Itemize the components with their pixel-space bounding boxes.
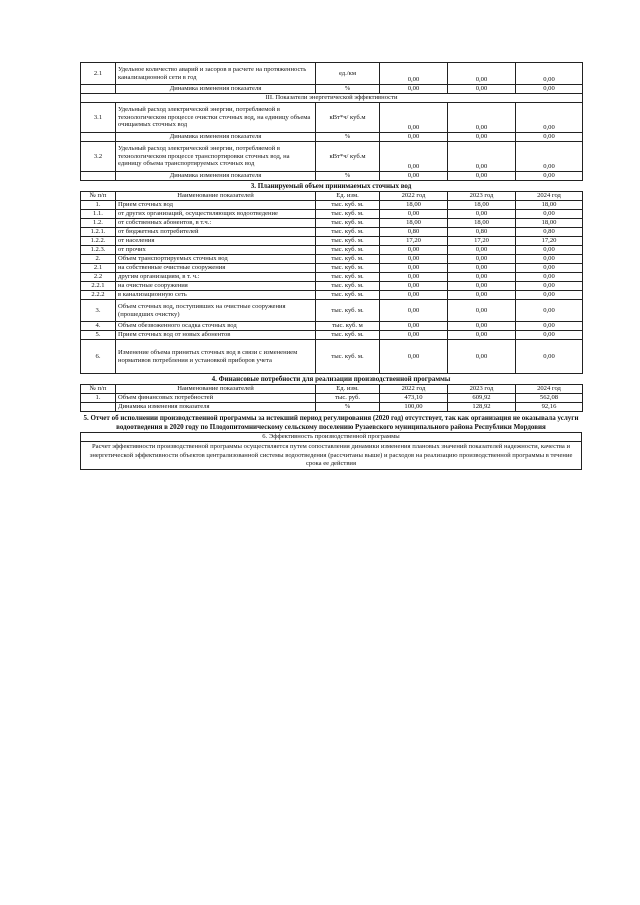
indicator-name: Удельный расход электрической энергии, потребляемой в технологическом процессе транспортировки сточных вод, на единицу объема транспортируемых сточных вод — [116, 142, 316, 172]
indicator-name: Динамика изменения показателя — [116, 172, 316, 181]
value-2024: 0,00 — [516, 210, 583, 219]
table-row — [81, 322, 583, 331]
unit-cell: тыс. куб. м. — [316, 237, 380, 246]
value-2024: 17,20 — [516, 237, 583, 246]
unit-cell: тыс. куб. м. — [316, 282, 380, 291]
value-2022: 0,00 — [380, 63, 448, 85]
indicator-name: Удельное количество аварий и засоров в расчете на протяженность канализационной сети в год — [116, 63, 316, 85]
table-row — [81, 442, 582, 470]
value-2023: 0,00 — [448, 291, 516, 300]
value-2024: 0,00 — [516, 340, 583, 374]
row-number: 2.2.1 — [81, 282, 116, 291]
value-2022: 0,00 — [380, 246, 448, 255]
value-2024: 0,00 — [516, 246, 583, 255]
indicator-name: Динамика изменения показателя — [116, 403, 316, 412]
header-2022: 2022 год — [380, 385, 448, 394]
unit-cell: тыс. куб. м. — [316, 340, 380, 374]
header-name: Наименование показателей — [116, 385, 316, 394]
value-2022: 0,00 — [380, 291, 448, 300]
value-2022: 0,00 — [380, 322, 448, 331]
unit-cell: тыс. куб. м. — [316, 264, 380, 273]
unit-cell: тыс. куб. м. — [316, 300, 380, 322]
table-row — [81, 210, 583, 219]
indicator-name: Прием сточных вод — [116, 201, 316, 210]
value-2023: 0,00 — [448, 331, 516, 340]
header-2024: 2024 год — [516, 385, 583, 394]
value-2022: 0,00 — [380, 172, 448, 181]
value-2023: 0,00 — [448, 172, 516, 181]
value-2022: 0,00 — [380, 331, 448, 340]
value-2023: 0,00 — [448, 300, 516, 322]
table-row — [81, 394, 583, 403]
unit-cell: % — [316, 172, 380, 181]
table-row — [81, 331, 583, 340]
value-2023: 0,00 — [448, 282, 516, 291]
value-2023: 0,00 — [448, 210, 516, 219]
value-2022: 0,00 — [380, 103, 448, 133]
unit-cell: тыс. куб. м. — [316, 201, 380, 210]
unit-cell: тыс. куб. м. — [316, 210, 380, 219]
indicator-name: от населения — [116, 237, 316, 246]
section-heading-row — [81, 94, 583, 103]
value-2022: 0,00 — [380, 273, 448, 282]
unit-cell: тыс. руб. — [316, 394, 380, 403]
table-row — [81, 246, 583, 255]
indicator-name: от других организаций, осуществляющих водоотведение — [116, 210, 316, 219]
header-2023: 2023 год — [448, 385, 516, 394]
value-2024: 0,00 — [516, 133, 583, 142]
value-2023: 0,00 — [448, 322, 516, 331]
table-row — [81, 237, 583, 246]
value-2024: 0,00 — [516, 85, 583, 94]
value-2022: 0,00 — [380, 142, 448, 172]
value-2024: 0,00 — [516, 331, 583, 340]
unit-cell: кВт*ч/ куб.м — [316, 142, 380, 172]
unit-cell: % — [316, 133, 380, 142]
indicator-name: Объем обезвоженного осадка сточных вод — [116, 322, 316, 331]
efficiency-title: 6. Эффективность производственной программы — [81, 433, 582, 442]
value-2024: 92,16 — [516, 403, 583, 412]
row-number: 1.2.3. — [81, 246, 116, 255]
value-2022: 0,00 — [380, 340, 448, 374]
indicators-table — [80, 62, 583, 181]
value-2023: 0,00 — [448, 246, 516, 255]
table-row — [81, 340, 583, 374]
row-number — [81, 85, 116, 94]
value-2023: 0,00 — [448, 103, 516, 133]
indicator-name: Объем транспортируемых сточных вод — [116, 255, 316, 264]
efficiency-table — [80, 432, 582, 470]
header-unit: Ед. изм. — [316, 385, 380, 394]
header-num: № п/п — [81, 192, 116, 201]
row-number: 1. — [81, 201, 116, 210]
value-2022: 18,00 — [380, 201, 448, 210]
value-2023: 0,00 — [448, 133, 516, 142]
finance-table — [80, 384, 583, 412]
table-row — [81, 85, 583, 94]
value-2023: 0,80 — [448, 228, 516, 237]
unit-cell: ед./км — [316, 63, 380, 85]
indicator-name: от собственных абонентов, в т.ч.: — [116, 219, 316, 228]
value-2023: 128,92 — [448, 403, 516, 412]
row-number: 6. — [81, 340, 116, 374]
table-row — [81, 300, 583, 322]
row-number: 2.1 — [81, 63, 116, 85]
value-2022: 0,00 — [380, 255, 448, 264]
section-title-volume: 3. Планируемый объем принимаемых сточных вод — [250, 182, 412, 190]
table-row — [81, 291, 583, 300]
value-2022: 0,80 — [380, 228, 448, 237]
unit-cell: тыс. куб. м — [316, 322, 380, 331]
header-2024: 2024 год — [516, 192, 583, 201]
row-number: 2. — [81, 255, 116, 264]
indicator-name: Динамика изменения показателя — [116, 133, 316, 142]
table-row — [81, 255, 583, 264]
value-2022: 0,00 — [380, 282, 448, 291]
indicator-name: на очистные сооружения — [116, 282, 316, 291]
section-title-finance: 4. Финансовые потребности для реализации производственной программы — [211, 375, 451, 383]
value-2024: 18,00 — [516, 219, 583, 228]
value-2024: 0,00 — [516, 273, 583, 282]
table-row — [81, 103, 583, 133]
value-2023: 18,00 — [448, 219, 516, 228]
value-2024: 0,00 — [516, 282, 583, 291]
indicator-name: Объем сточных вод, поступивших на очистные сооружения (прошедших очистку) — [116, 300, 316, 322]
unit-cell: кВт*ч/ куб.м — [316, 103, 380, 133]
table-header-row — [81, 385, 583, 394]
table-row — [81, 133, 583, 142]
row-number: 3. — [81, 300, 116, 322]
indicator-name: Прием сточных вод от новых абонентов — [116, 331, 316, 340]
value-2022: 473,10 — [380, 394, 448, 403]
header-num: № п/п — [81, 385, 116, 394]
document-page — [80, 62, 582, 470]
value-2023: 18,00 — [448, 201, 516, 210]
value-2024: 0,00 — [516, 255, 583, 264]
unit-cell: тыс. куб. м. — [316, 246, 380, 255]
table-row — [81, 264, 583, 273]
row-number: 3.1 — [81, 103, 116, 133]
value-2024: 0,00 — [516, 172, 583, 181]
value-2022: 18,00 — [380, 219, 448, 228]
table-row — [81, 201, 583, 210]
value-2024: 0,00 — [516, 291, 583, 300]
unit-cell: тыс. куб. м. — [316, 291, 380, 300]
value-2024: 0,00 — [516, 300, 583, 322]
unit-cell: % — [316, 85, 380, 94]
table-row — [81, 273, 583, 282]
value-2023: 0,00 — [448, 63, 516, 85]
table-row — [81, 228, 583, 237]
table-row — [81, 219, 583, 228]
indicator-name: Изменение объема принятых сточных вод в связи с изменением нормативов потребления и установкой приборов учета — [116, 340, 316, 374]
unit-cell: тыс. куб. м. — [316, 228, 380, 237]
row-number: 1. — [81, 394, 116, 403]
row-number: 1.1. — [81, 210, 116, 219]
value-2023: 0,00 — [448, 264, 516, 273]
value-2024: 0,00 — [516, 103, 583, 133]
header-2022: 2022 год — [380, 192, 448, 201]
section-heading-row — [81, 433, 582, 442]
row-number: 2.1 — [81, 264, 116, 273]
row-number: 2.2 — [81, 273, 116, 282]
unit-cell: тыс. куб. м. — [316, 219, 380, 228]
report-statement: 5. Отчет об исполнении производственной программы за истекший период регулирования (2020 год) отсутствует, так как организация не оказывала услуги водоотведения в 2020 году по Плодопитомническому сельскому поселению Рузаевского муниципального района Республики Мордовия — [83, 414, 579, 431]
row-number: 1.2.2. — [81, 237, 116, 246]
unit-cell: тыс. куб. м. — [316, 273, 380, 282]
header-2023: 2023 год — [448, 192, 516, 201]
value-2022: 17,20 — [380, 237, 448, 246]
header-unit: Ед. изм. — [316, 192, 380, 201]
value-2022: 0,00 — [380, 264, 448, 273]
header-name: Наименование показателей — [116, 192, 316, 201]
row-number — [81, 172, 116, 181]
table-header-row — [81, 192, 583, 201]
value-2022: 0,00 — [380, 300, 448, 322]
indicator-name: на собственные очистные сооружения — [116, 264, 316, 273]
efficiency-text: Расчет эффективности производственной программы осуществляется путем сопоставления динамики изменения плановых значений показателей надежности, качества и энергетической эффективности объектов централизованной системы водоотведения (рассчитаны выше) и расходов на реализацию производственной программы в течение срока ее действия — [81, 442, 582, 470]
value-2024: 0,80 — [516, 228, 583, 237]
value-2024: 0,00 — [516, 63, 583, 85]
row-number — [81, 403, 116, 412]
value-2024: 0,00 — [516, 142, 583, 172]
unit-cell: тыс. куб. м. — [316, 331, 380, 340]
value-2022: 0,00 — [380, 133, 448, 142]
value-2023: 0,00 — [448, 340, 516, 374]
table-row — [81, 63, 583, 85]
value-2024: 18,00 — [516, 201, 583, 210]
indicator-name: в канализационную сеть — [116, 291, 316, 300]
volume-table — [80, 191, 583, 374]
row-number: 2.2.2 — [81, 291, 116, 300]
indicator-name: Удельный расход электрической энергии, потребляемой в технологическом процессе очистки сточных вод, на единицу объема очищаемых сточных вод — [116, 103, 316, 133]
section-heading: III. Показатели энергетической эффективности — [81, 94, 583, 103]
indicator-name: другим организациям, в т. ч.: — [116, 273, 316, 282]
value-2022: 0,00 — [380, 210, 448, 219]
value-2022: 100,00 — [380, 403, 448, 412]
table-row — [81, 403, 583, 412]
indicator-name: от прочих — [116, 246, 316, 255]
value-2023: 0,00 — [448, 255, 516, 264]
value-2022: 0,00 — [380, 85, 448, 94]
unit-cell: тыс. куб. м. — [316, 255, 380, 264]
table-row — [81, 142, 583, 172]
value-2023: 0,00 — [448, 273, 516, 282]
value-2023: 17,20 — [448, 237, 516, 246]
row-number: 1.2.1. — [81, 228, 116, 237]
indicator-name: Объем финансовых потребностей — [116, 394, 316, 403]
row-number: 3.2 — [81, 142, 116, 172]
value-2024: 562,08 — [516, 394, 583, 403]
value-2024: 0,00 — [516, 322, 583, 331]
row-number: 5. — [81, 331, 116, 340]
row-number: 1.2. — [81, 219, 116, 228]
row-number — [81, 133, 116, 142]
table-row — [81, 282, 583, 291]
row-number: 4. — [81, 322, 116, 331]
indicator-name: Динамика изменения показателя — [116, 85, 316, 94]
value-2023: 0,00 — [448, 142, 516, 172]
value-2023: 609,92 — [448, 394, 516, 403]
indicator-name: от бюджетных потребителей — [116, 228, 316, 237]
unit-cell: % — [316, 403, 380, 412]
value-2024: 0,00 — [516, 264, 583, 273]
table-row — [81, 172, 583, 181]
value-2023: 0,00 — [448, 85, 516, 94]
